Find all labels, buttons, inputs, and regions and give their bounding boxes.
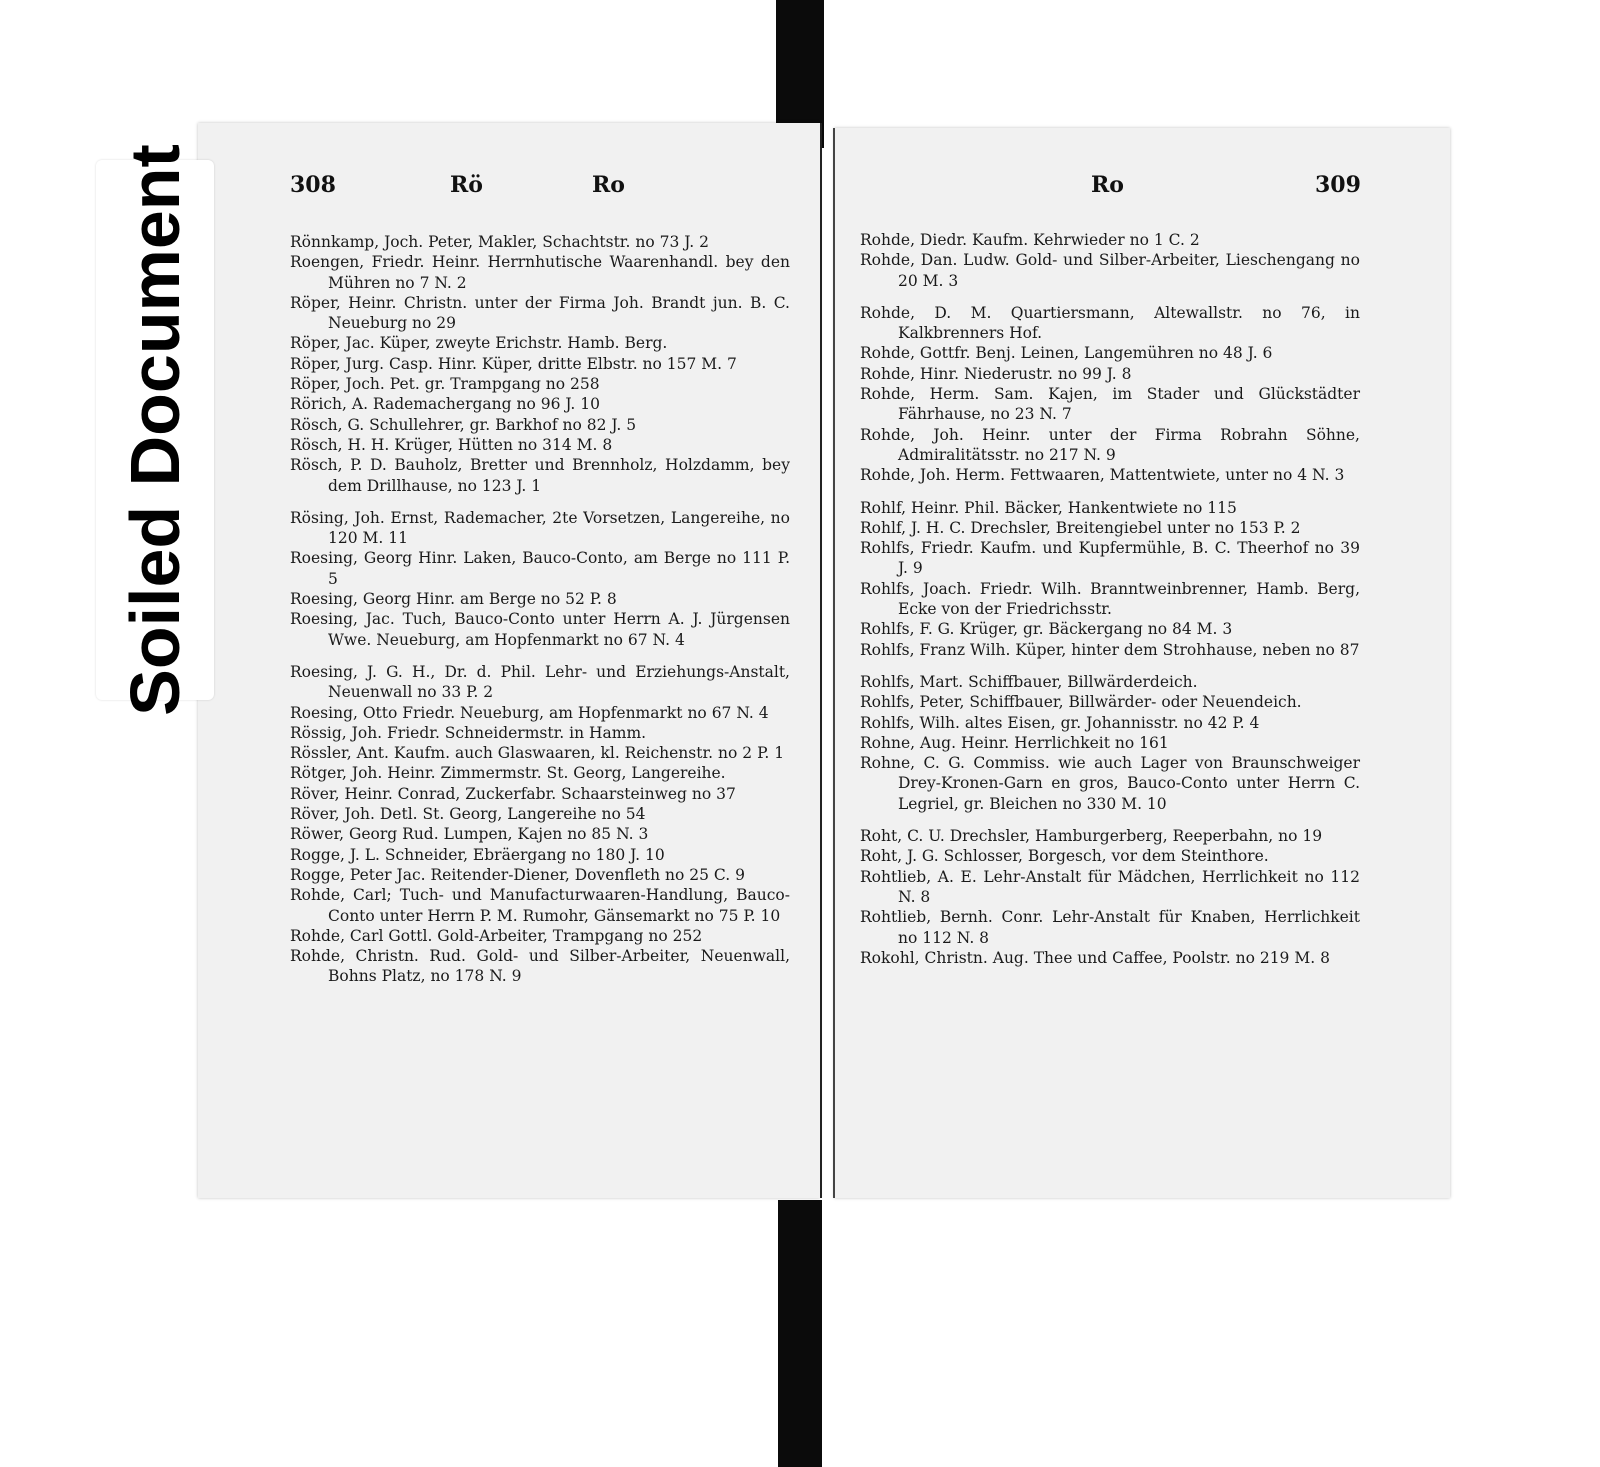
directory-entry: Rössig, Joh. Friedr. Schneidermstr. in Hamm. [290, 723, 647, 742]
directory-entry: Rohde, Carl Gottl. Gold-Arbeiter, Trampgang no 252 [290, 926, 703, 945]
directory-entry: Rohtlieb, Bernh. Conr. Lehr-Anstalt für Knaben, Herrlichkeit no 112 N. 8 [860, 908, 1360, 947]
directory-entry: Röver, Heinr. Conrad, Zuckerfabr. Schaarsteinweg no 37 [290, 784, 736, 803]
right-directory-entries [860, 230, 1360, 968]
directory-entry: Rössler, Ant. Kaufm. auch Glaswaaren, kl. Reichenstr. no 2 P. 1 [290, 744, 785, 763]
book-gutter-edge [833, 128, 835, 1198]
directory-entry: Rohde, Hinr. Niederustr. no 99 J. 8 [860, 364, 1132, 383]
directory-entry: Rohlfs, Peter, Schiffbauer, Billwärder- oder Neuendeich. [860, 693, 1302, 712]
directory-entry: Rötger, Joh. Heinr. Zimmermstr. St. Georg, Langereihe. [290, 764, 726, 783]
directory-entry: Rohne, Aug. Heinr. Herrlichkeit no 161 [860, 733, 1169, 752]
directory-entry: Roht, J. G. Schlosser, Borgesch, vor dem Steinthore. [860, 847, 1269, 866]
directory-entry: Rohlfs, Joach. Friedr. Wilh. Branntweinbrenner, Hamb. Berg, Ecke von der Friedrichsstr. [860, 579, 1360, 619]
directory-entry: Rohde, D. M. Quartiersmann, Altewallstr. no 76, in Kalkbrenners Hof. [860, 303, 1360, 343]
directory-entry: Röper, Jurg. Casp. Hinr. Küper, dritte Elbstr. no 157 M. 7 [290, 354, 737, 373]
directory-entry: Rösing, Joh. Ernst, Rademacher, 2te Vorsetzen, Langereihe, no 120 M. 11 [290, 508, 790, 548]
left-directory-entries [290, 232, 790, 987]
directory-entry: Roengen, Friedr. Heinr. Herrnhutische Waarenhandl. bey den Mühren no 7 N. 2 [290, 253, 790, 292]
directory-entry: Rönnkamp, Joch. Peter, Makler, Schachtstr. no 73 J. 2 [290, 233, 709, 251]
directory-entry: Roesing, Georg Hinr. am Berge no 52 P. 8 [290, 590, 617, 609]
directory-entry: Rohlfs, Friedr. Kaufm. und Kupfermühle, B. C. Theerhof no 39 J. 9 [860, 539, 1360, 578]
directory-entry: Rohde, Dan. Ludw. Gold- und Silber-Arbeiter, Lieschengang no 20 M. 3 [860, 251, 1360, 290]
directory-entry: Röper, Joch. Pet. gr. Trampgang no 258 [290, 375, 600, 394]
directory-entry: Röper, Jac. Küper, zweyte Erichstr. Hamb. Berg. [290, 334, 668, 353]
directory-entry: Rohlf, J. H. C. Drechsler, Breitengiebel unter no 153 P. 2 [860, 518, 1301, 537]
directory-entry: Rogge, Peter Jac. Reitender-Diener, Dovenfleth no 25 C. 9 [290, 865, 745, 884]
book-gutter [820, 123, 822, 1198]
directory-entry: Rösch, H. H. Krüger, Hütten no 314 M. 8 [290, 435, 613, 454]
directory-entry: Rohde, Herm. Sam. Kajen, im Stader und Glückstädter Fährhause, no 23 N. 7 [860, 385, 1360, 424]
directory-entry: Rohlfs, Mart. Schiffbauer, Billwärderdeich. [860, 672, 1198, 691]
directory-entry: Rohlfs, Franz Wilh. Küper, hinter dem Strohhause, neben no 87 [860, 640, 1360, 659]
directory-entry: Rohde, Carl; Tuch- und Manufacturwaaren-Handlung, Bauco-Conto unter Herrn P. M. Rumohr, Gänsemarkt no 75 P. 10 [290, 886, 790, 925]
page-number-right: 309 [1315, 172, 1361, 198]
directory-entry: Roesing, J. G. H., Dr. d. Phil. Lehr- und Erziehungs-Anstalt, Neuenwall no 33 P. 2 [290, 662, 790, 702]
page-number-left: 308 [290, 172, 336, 198]
directory-entry: Roesing, Georg Hinr. Laken, Bauco-Conto, am Berge no 111 P. 5 [290, 549, 790, 588]
binding-clip-bottom [778, 1200, 822, 1467]
directory-entry: Rohde, Diedr. Kaufm. Kehrwieder no 1 C. 2 [860, 231, 1200, 249]
directory-entry: Röver, Joh. Detl. St. Georg, Langereihe no 54 [290, 805, 646, 824]
directory-entry: Rohne, C. G. Commiss. wie auch Lager von Braunschweiger Drey-Kronen-Garn en gros, Bauco-Conto unter Herrn C. Legriel, gr. Bleichen no 330 M. 10 [860, 754, 1360, 813]
directory-entry: Rösch, G. Schullehrer, gr. Barkhof no 82 J. 5 [290, 415, 637, 434]
directory-entry: Rohtlieb, A. E. Lehr-Anstalt für Mädchen, Herrlichkeit no 112 N. 8 [860, 867, 1360, 906]
directory-entry: Rohde, Joh. Herm. Fettwaaren, Mattentwiete, unter no 4 N. 3 [860, 466, 1345, 485]
directory-entry: Rörich, A. Rademachergang no 96 J. 10 [290, 395, 600, 414]
directory-entry: Rohde, Gottfr. Benj. Leinen, Langemühren no 48 J. 6 [860, 344, 1273, 363]
running-head-left-1: Rö [450, 172, 483, 198]
soiled-document-text: Soiled Document [116, 144, 194, 716]
directory-entry: Rogge, J. L. Schneider, Ebräergang no 180 J. 10 [290, 845, 665, 864]
directory-entry: Rohlf, Heinr. Phil. Bäcker, Hankentwiete no 115 [860, 498, 1237, 517]
directory-entry: Rohlfs, F. G. Krüger, gr. Bäckergang no 84 M. 3 [860, 620, 1233, 639]
directory-entry: Rohlfs, Wilh. altes Eisen, gr. Johannisstr. no 42 P. 4 [860, 713, 1260, 732]
directory-entry: Rösch, P. D. Bauholz, Bretter und Brennholz, Holzdamm, bey dem Drillhause, no 123 J. 1 [290, 456, 790, 495]
directory-entry: Rokohl, Christn. Aug. Thee und Caffee, Poolstr. no 219 M. 8 [860, 948, 1330, 967]
directory-entry: Roesing, Otto Friedr. Neueburg, am Hopfenmarkt no 67 N. 4 [290, 703, 769, 722]
directory-entry: Roesing, Jac. Tuch, Bauco-Conto unter Herrn A. J. Jürgensen Wwe. Neueburg, am Hopfenmarkt no 67 N. 4 [290, 610, 790, 649]
right-page-header [855, 172, 1361, 208]
directory-entry: Röwer, Georg Rud. Lumpen, Kajen no 85 N. 3 [290, 825, 649, 844]
running-head-left-2: Ro [592, 172, 625, 198]
directory-entry: Rohde, Joh. Heinr. unter der Firma Robrahn Söhne, Admiralitätsstr. no 217 N. 9 [860, 425, 1360, 464]
directory-entry: Rohde, Christn. Rud. Gold- und Silber-Arbeiter, Neuenwall, Bohns Platz, no 178 N. 9 [290, 947, 790, 986]
left-page-header [290, 172, 790, 208]
directory-entry: Roht, C. U. Drechsler, Hamburgerberg, Reeperbahn, no 19 [860, 827, 1323, 846]
running-head-right: Ro [1091, 172, 1124, 198]
directory-entry: Röper, Heinr. Christn. unter der Firma Joh. Brandt jun. B. C. Neueburg no 29 [290, 293, 790, 333]
